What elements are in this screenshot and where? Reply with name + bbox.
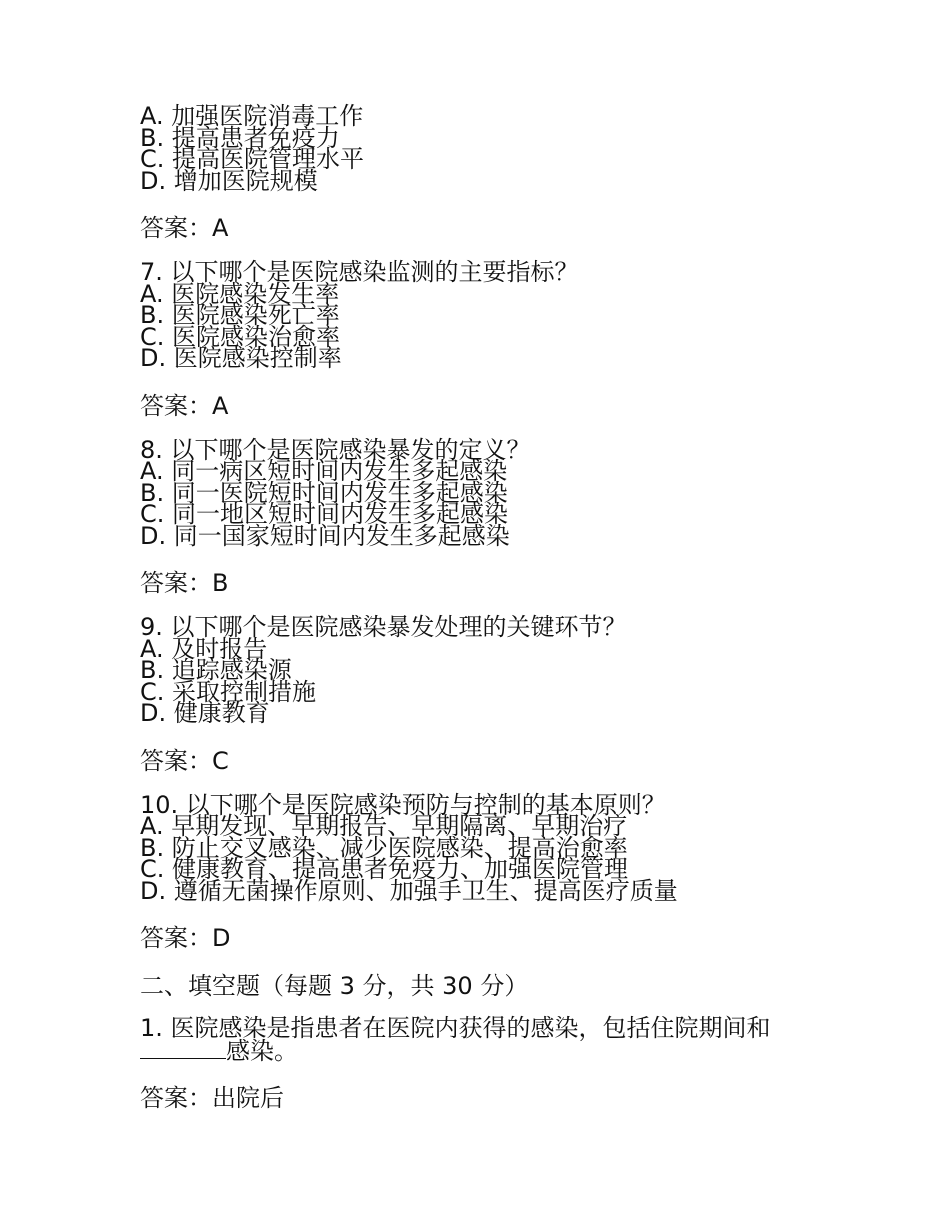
question-7	[140, 258, 840, 372]
option-b: B. 医院感染死亡率	[140, 301, 340, 329]
question-9	[140, 613, 840, 727]
option-a: A. 加强医院消毒工作	[140, 102, 364, 130]
answer-7: 答案：A	[140, 391, 229, 420]
question-8	[140, 435, 840, 550]
option-c: C. 同一地区短时间内发生多起感染	[140, 500, 509, 528]
option-c: C. 健康教育、提高患者免疫力、加强医院管理	[140, 855, 629, 883]
option-c: C. 提高医院管理水平	[140, 145, 365, 173]
question-10	[140, 790, 840, 905]
answer-6: 答案：A	[140, 214, 229, 242]
option-b: B. 防止交叉感染、减少医院感染、提高治愈率	[140, 833, 628, 862]
question-text: 10. 以下哪个是医院感染预防与控制的基本原则？	[140, 790, 666, 819]
option-a: A. 早期发现、早期报告、早期隔离、早期治疗	[140, 812, 628, 840]
option-a: A. 及时报告	[140, 634, 268, 663]
option-d: D. 增加医院规模	[140, 166, 318, 195]
question-text: 7. 以下哪个是医院感染监测的主要指标？	[140, 258, 579, 286]
option-d: D. 同一国家短时间内发生多起感染	[140, 521, 510, 550]
document-page	[140, 102, 840, 1132]
option-b: B. 提高患者免疫力	[140, 123, 340, 152]
section-heading-fill-in: 二、填空题（每题 3 分，共 30 分）	[140, 972, 529, 1000]
option-d: D. 医院感染控制率	[140, 344, 342, 372]
answer-8: 答案：B	[140, 569, 229, 597]
answer-10: 答案：D	[140, 924, 231, 952]
question-text: 9. 以下哪个是医院感染暴发处理的关键环节？	[140, 613, 627, 641]
question-text-line-1: 1. 医院感染是指患者在医院内获得的感染，包括住院期间和	[140, 1014, 771, 1042]
option-c: C. 采取控制措施	[140, 677, 317, 706]
answer-9: 答案：C	[140, 746, 229, 775]
blank-suffix: 感染。	[226, 1036, 298, 1065]
option-d: D. 健康教育	[140, 699, 270, 727]
option-d: D. 遵循无菌操作原则、加强手卫生、提高医疗质量	[140, 876, 678, 905]
option-c: C. 医院感染治愈率	[140, 322, 341, 351]
option-b: B. 追踪感染源	[140, 656, 292, 684]
question-text: 8. 以下哪个是医院感染暴发的定义？	[140, 435, 531, 464]
option-a: A. 同一病区短时间内发生多起感染	[140, 457, 508, 485]
question-6-options	[140, 102, 840, 195]
answer-fill-1: 答案：出院后	[140, 1084, 284, 1112]
option-a: A. 医院感染发生率	[140, 279, 340, 308]
fill-question-1	[140, 1014, 840, 1065]
option-b: B. 同一医院短时间内发生多起感染	[140, 478, 508, 507]
fill-blank	[140, 1040, 226, 1059]
question-text-line-2	[140, 1036, 840, 1065]
